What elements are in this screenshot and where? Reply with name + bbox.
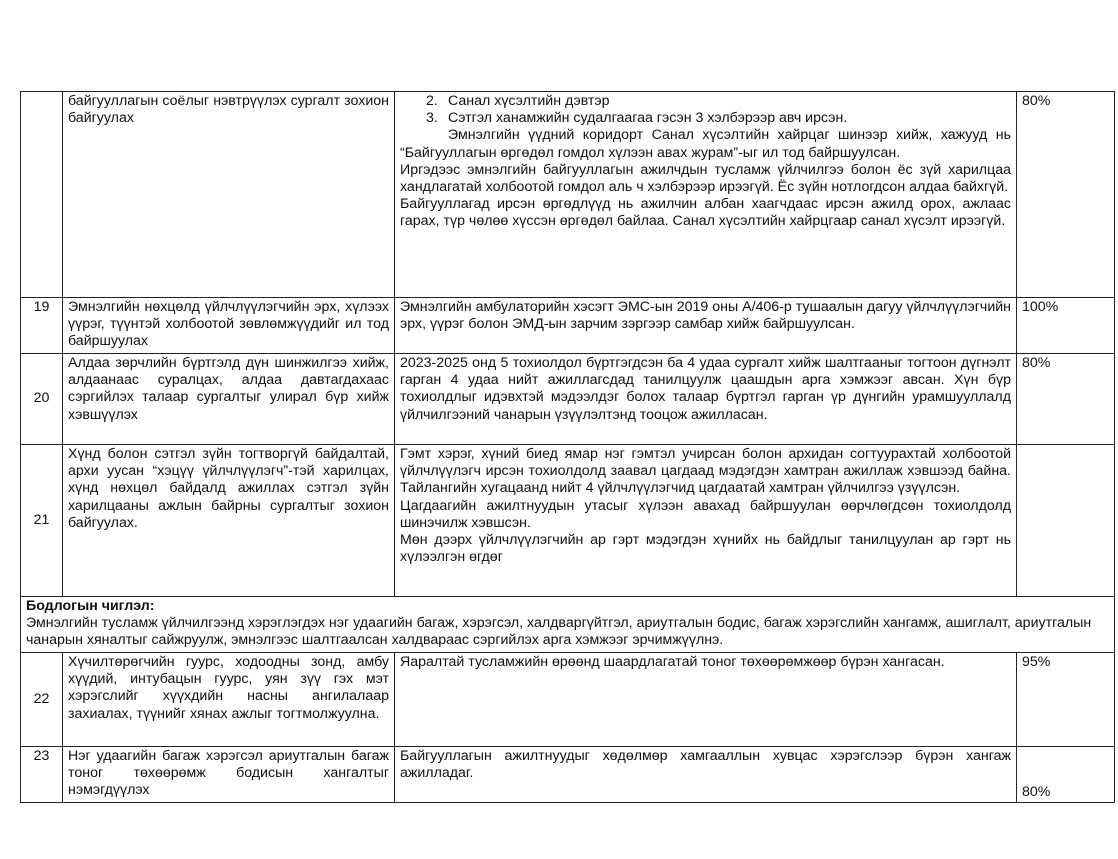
result-paragraph: Гэмт хэрэг, хүний биед ямар нэг гэмтэл учирсан болон архидан согтуурахтай холбоотой үйлчлүүлэгч ирсэн тохиолдолд заавал цагдаад мэдэгдэн хамтран ажиллаж хэвшээд байна. Тайлангийн хугацаанд нийт 4 үйлчлүүлэгчид цагдаатай хамтран үйлчилгээ үзүүлсэн. [400, 446, 1011, 497]
task-cell: байгууллагын соёлыг нэвтрүүлэх сургалт зохион байгуулах [63, 92, 395, 298]
task-cell: Хүчилтөрөгчийн гуурс, ходоодны зонд, амбу хүүдий, интубацын гуурс, уян зүү гэх мэт хэрэгслийг хүүхдийн насны ангилалаар захиалах, түүнийг хянах ажлыг тогтмолжуулна. [63, 653, 395, 747]
result-paragraph: Байгууллагын ажилтнуудыг хөдөлмөр хамгааллын хувцас хэрэгслээр бүрэн хангаж ажилладаг. [400, 748, 1011, 782]
table-row [21, 298, 1115, 354]
result-cell [395, 354, 1017, 445]
percent-cell: 80% [1017, 747, 1115, 803]
result-cell [395, 92, 1017, 298]
row-number: 23 [21, 747, 63, 803]
row-number: 20 [21, 354, 63, 445]
task-cell: Хүнд болон сэтгэл зүйн тогтворгүй байдалтай, архи уусан “хэцүү үйлчлүүлэгч”-тэй харилцах, хүнд нөхцөл байдалд ажиллах сэтгэл зүйн харилцааны ажлын байрны сургалтыг зохион байгуулах. [63, 445, 395, 597]
policy-title: Бодлогын чиглэл: [26, 598, 155, 614]
policy-text: Эмнэлгийн тусламж үйлчилгээнд хэрэглэгдэх нэг удаагийн багаж, хэрэгсэл, халдваргүйтгэл, ариутгалын бодис, багаж хэрэгслийн хангамж, ашиглалт, ариутгалын чанарын хяналтыг сайжруулж, эмнэлгээс шалтгаалсан халдвараас сэргийлэх арга хэмжээг эрчимжүүлнэ. [26, 615, 1092, 649]
result-paragraph: Яаралтай тусламжийн өрөөнд шаардлагатай тоног төхөөрөмжөөр бүрэн хангасан. [400, 654, 945, 670]
task-cell: Алдаа зөрчлийн бүртгэлд дүн шинжилгээ хийж, алдаанаас суралцах, алдаа давтагдахаас сэргийлэх талаар сургалтыг улирал бүр хийж хэвшүүлэх [63, 354, 395, 445]
row-number: 19 [21, 298, 63, 354]
result-paragraph: Байгууллагад ирсэн өргөдлүүд нь ажилчин албан хаагчдаас ирсэн ажилд орох, ажлаас гарах, түр чөлөө хүссэн өргөдөл байлаа. Санал хүсэлтийн хайрцгаар санал хүсэлт ирээгүй. [400, 196, 1011, 230]
row-number [21, 92, 63, 298]
row-number: 22 [21, 653, 63, 747]
percent-cell [1017, 445, 1115, 597]
percent-cell: 100% [1017, 298, 1115, 354]
table-row [21, 354, 1115, 445]
list-item: 3. Сэтгэл ханамжийн судалгаагаа гэсэн 3 хэлбэрээр авч ирсэн. [426, 110, 848, 127]
policy-cell [21, 597, 1115, 653]
result-paragraph: 2023-2025 онд 5 тохиолдол бүртгэгдсэн ба 4 удаа сургалт хийж шалтгааныг тогтоон дүгнэлт гарган 4 удаа нийт ажиллагсдад танилцуулж цаашдын арга хэмжээг авсан. Хүн бүр тохиолдлыг идэвхтэй мэдээлдэг болох талаар бүртгэл гарган үр дүнгийн урамшууллалд үйлчилгээний чанарын үзүүлэлтэнд тооцож ажилласан. [400, 355, 1011, 423]
table-row [21, 653, 1115, 747]
policy-row [21, 597, 1115, 653]
task-cell: Нэг удаагийн багаж хэрэгсэл ариутгалын багаж тоног төхөөрөмж бодисын хангалтыг нэмэгдүүлэх [63, 747, 395, 803]
result-paragraph: Эмнэлгийн амбулаторийн хэсэгт ЭМС-ын 2019 оны А/406-р тушаалын дагуу үйлчлүүлэгчийн эрх, үүрэг болон ЭМД-ын зарчим зэргээр самбар хийж байршуулсан. [400, 299, 1011, 333]
task-cell: Эмнэлгийн нөхцөлд үйлчлүүлэгчийн эрх, хүлээх үүрэг, түүнтэй холбоотой зөвлөмжүүдийг ил тод байршуулах [63, 298, 395, 354]
percent-cell: 80% [1017, 92, 1115, 298]
result-paragraph: Мөн дээрх үйлчлүүлэгчийн ар гэрт мэдэгдэн хүнийх нь байдлыг танилцуулан ар гэрт нь хүлээлгэн өгдөг [400, 532, 1011, 566]
result-paragraph: Цагдаагийн ажилтнуудын утасыг хүлээн авахад байршуулан өөрчлөгдсөн тохиолдолд шинэчилж хэвшсэн. [400, 497, 1011, 531]
table-row [21, 445, 1115, 597]
document-table [20, 91, 1115, 803]
table-row [21, 92, 1115, 298]
table-row [21, 747, 1115, 803]
result-cell [395, 653, 1017, 747]
result-paragraph: Эмнэлгийн үүдний коридорт Санал хүсэлтийн хайрцаг шинээр хийж, хажууд нь “Байгууллагын өргөдөл гомдол хүлээн авах журам”-ыг ил тод байршуулсан. [400, 127, 1011, 161]
percent-cell: 80% [1017, 354, 1115, 445]
result-paragraph: Иргэдээс эмнэлгийн байгууллагын ажилчдын тусламж үйлчилгээ болон ёс зүй харилцаа хандлагатай холбоотой гомдол аль ч хэлбэрээр ирээгүй. Ёс зүйн нотлогдсон алдаа байхгүй. [400, 161, 1011, 196]
list-item: 2. Санал хүсэлтийн дэвтэр [426, 93, 610, 109]
row-number: 21 [21, 445, 63, 597]
result-cell [395, 298, 1017, 354]
percent-cell: 95% [1017, 653, 1115, 747]
result-cell [395, 445, 1017, 597]
result-cell [395, 747, 1017, 803]
